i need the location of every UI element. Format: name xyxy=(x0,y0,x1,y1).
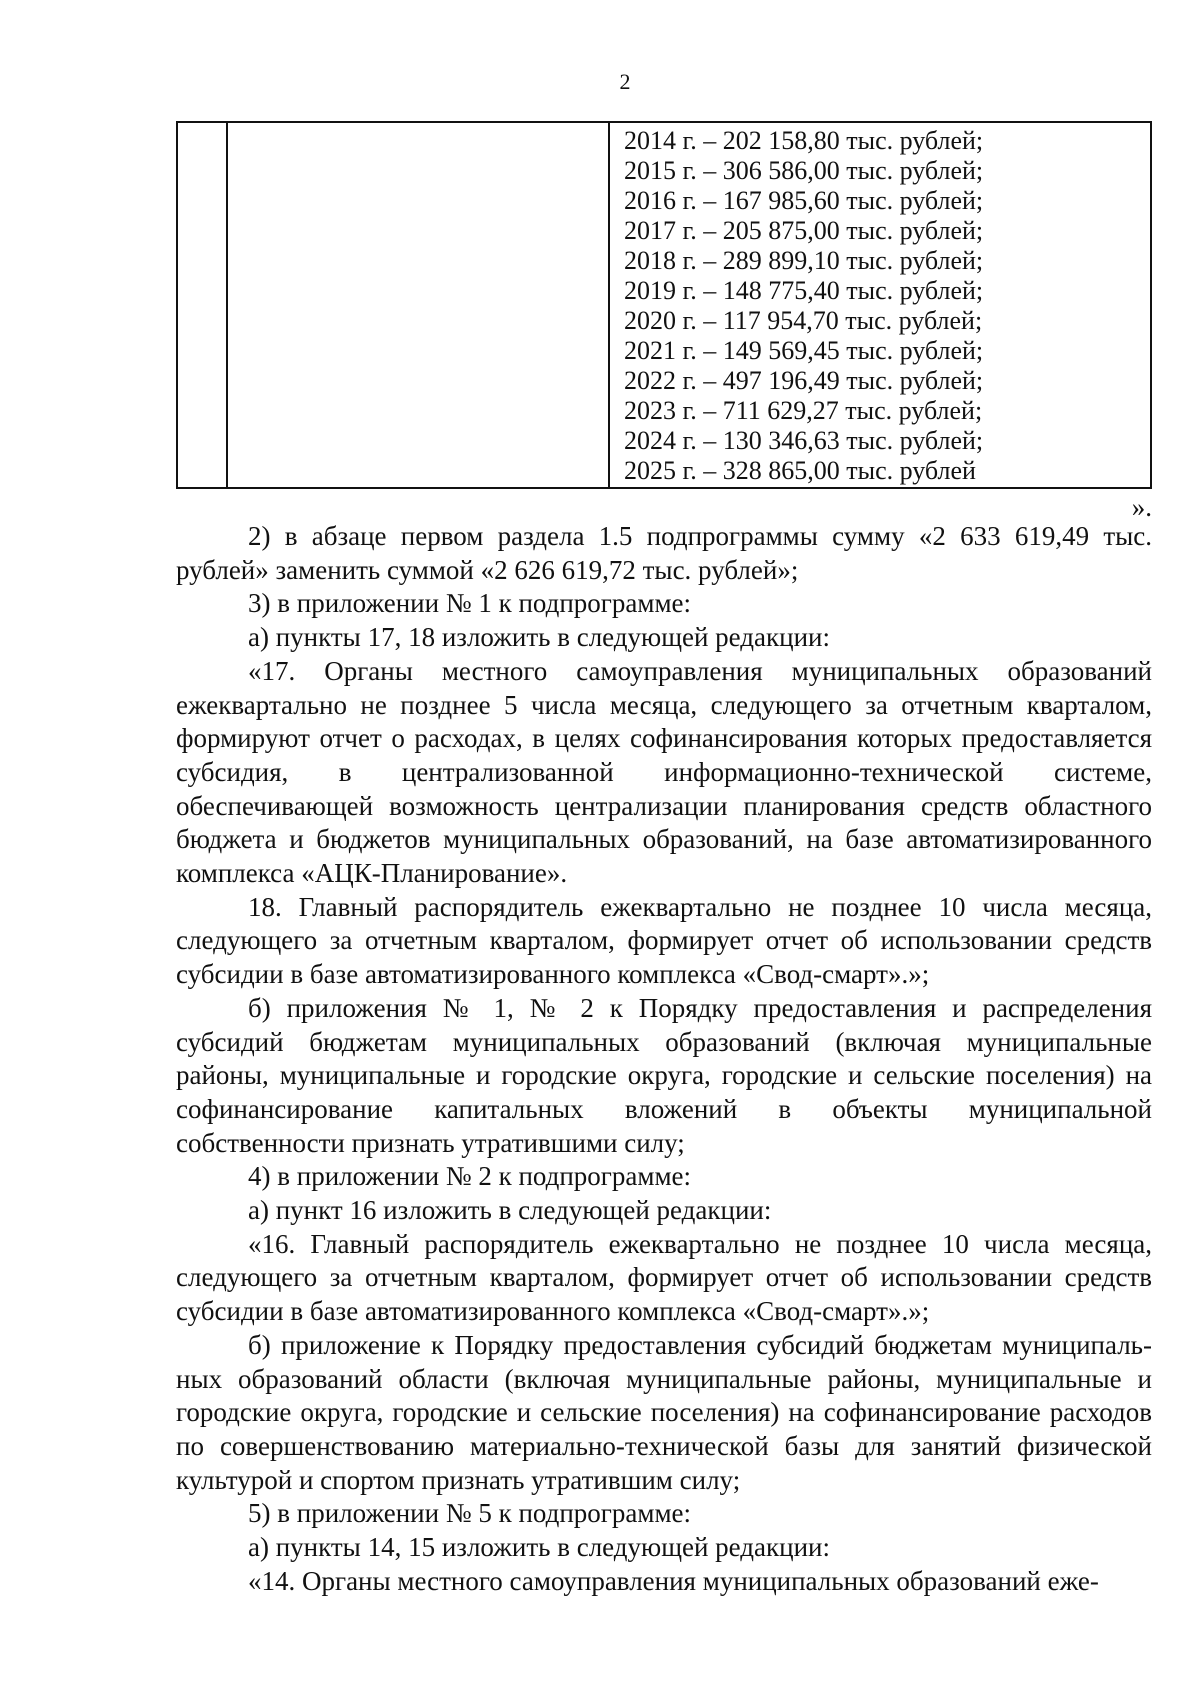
year-amount-line: 2020 г. – 117 954,70 тыс. рублей; xyxy=(624,306,983,335)
year-amount-line: 2021 г. – 149 569,45 тыс. рублей; xyxy=(624,336,984,365)
year-amount-line: 2018 г. – 289 899,10 тыс. рублей; xyxy=(624,246,984,275)
page-number: 2 xyxy=(619,69,631,94)
paragraph: «16. Главный распорядитель ежеквартально не позднее 10 числа месяца, следующего за отчетным кварталом, формирует отчет об использовании средств субсидии в базе автоматизированного комплекса «Свод-смарт».»; xyxy=(176,1228,1152,1327)
paragraph: а) пункт 16 изложить в следующей редакции: xyxy=(248,1195,772,1226)
table-row xyxy=(177,122,1151,488)
table-cell-yearly-amounts xyxy=(609,122,1151,488)
paragraph: 18. Главный распорядитель ежеквартально не позднее 10 числа месяца, следующего за отчетным кварталом, формирует отчет об использовании средств субсидии в базе автоматизированного комплекса «Свод-смарт».»; xyxy=(176,891,1152,990)
document-body xyxy=(176,520,1152,1599)
year-amount-line: 2014 г. – 202 158,80 тыс. рублей; xyxy=(624,126,984,155)
paragraph: 3) в приложении № 1 к подпрограмме: xyxy=(248,588,692,619)
paragraph: б) приложения № 1, № 2 к Порядку предоставления и распределения субсидий бюджетам муниципальных образований (включая муниципальные районы, муниципальные и городские округа, городские и сельские поселения) на софинансирование капитальных вложений в объекты муниципальной собственности признать утратившими силу; xyxy=(176,992,1152,1158)
paragraph: «14. Органы местного самоуправления муниципальных образований еже- xyxy=(248,1565,1099,1596)
year-amount-line: 2019 г. – 148 775,40 тыс. рублей; xyxy=(624,276,984,305)
paragraph: 5) в приложении № 5 к подпрограмме: xyxy=(248,1498,692,1529)
paragraph: б) приложение к Порядку предоставления субсидий бюджетам муниципаль-ных образований области (включая муниципальные районы, муниципальные и городские округа, городские и сельские поселения) на софинансирование расходов по совершенствованию материально-технической базы для занятий физической культурой и спортом признать утратившим силу; xyxy=(176,1329,1152,1495)
table-cell-empty-1 xyxy=(177,122,227,488)
year-amount-line: 2024 г. – 130 346,63 тыс. рублей; xyxy=(624,426,984,455)
paragraph: а) пункты 17, 18 изложить в следующей редакции: xyxy=(248,622,830,653)
year-amount-line: 2015 г. – 306 586,00 тыс. рублей; xyxy=(624,156,984,185)
year-amount-line: 2016 г. – 167 985,60 тыс. рублей; xyxy=(624,186,984,215)
year-amount-line: 2022 г. – 497 196,49 тыс. рублей; xyxy=(624,366,984,395)
paragraph: 4) в приложении № 2 к подпрограмме: xyxy=(248,1161,692,1192)
paragraph: «17. Органы местного самоуправления муниципальных образований ежеквартально не позднее 5 числа месяца, следующего за отчетным кварталом, формируют отчет о расходах, в целях софинансирования которых предоставляется субсидия, в централизованной информационно-технической системе, обеспечивающей возможность централизации планирования средств областного бюджета и бюджетов муниципальных образований, на базе автоматизированного комплекса «АЦК-Планирование». xyxy=(176,655,1152,889)
year-amount-line: 2025 г. – 328 865,00 тыс. рублей xyxy=(624,456,976,485)
table-cell-empty-2 xyxy=(227,122,609,488)
year-amount-line: 2023 г. – 711 629,27 тыс. рублей; xyxy=(624,396,983,425)
financing-table xyxy=(176,121,1152,489)
year-amount-line: 2017 г. – 205 875,00 тыс. рублей; xyxy=(624,216,984,245)
paragraph: а) пункты 14, 15 изложить в следующей редакции: xyxy=(248,1532,830,1563)
closing-quote-mark: ». xyxy=(1131,492,1152,522)
paragraph: 2) в абзаце первом раздела 1.5 подпрограммы сумму «2 633 619,49 тыс. рублей» заменить суммой «2 626 619,72 тыс. рублей»; xyxy=(176,521,1152,585)
